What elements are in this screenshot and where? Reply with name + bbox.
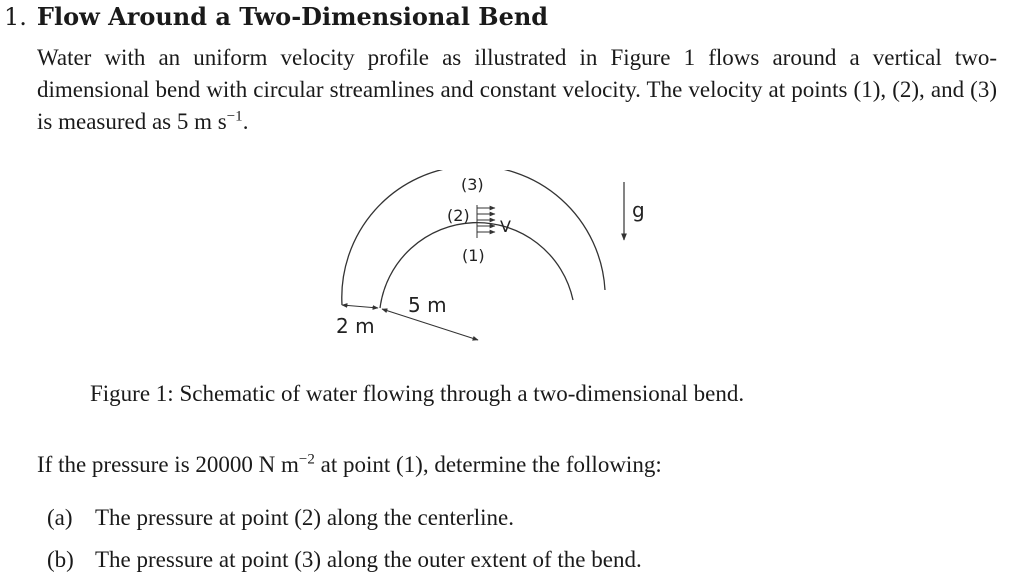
part-text: The pressure at point (2) along the centerline. — [95, 505, 514, 530]
part-a — [47, 505, 514, 531]
gravity-label: g — [632, 198, 645, 222]
velocity-label: V — [500, 217, 511, 236]
part-label: (a) — [47, 505, 73, 530]
part-b — [47, 547, 642, 573]
section-heading — [4, 2, 548, 31]
radius-label: 5 m — [408, 293, 447, 317]
intro-end: . — [242, 109, 249, 134]
point-2-label: (2) — [447, 206, 470, 225]
bend-schematic — [320, 170, 660, 350]
intro-paragraph — [37, 42, 997, 138]
point-1-label: (1) — [462, 246, 485, 265]
part-text: The pressure at point (3) along the outer extent of the bend. — [95, 547, 642, 572]
section-title: Flow Around a Two-Dimensional Bend — [36, 2, 549, 31]
velocity-unit-exponent: −1 — [226, 108, 243, 125]
width-label: 2 m — [336, 314, 375, 338]
point-3-label: (3) — [461, 175, 484, 194]
width-dimension-line — [342, 305, 378, 308]
figure-caption: Figure 1: Schematic of water flowing through a two-dimensional bend. — [90, 381, 745, 406]
question-suffix: at point (1), determine the following: — [314, 452, 662, 477]
question-stem — [37, 452, 662, 478]
part-label: (b) — [47, 547, 74, 572]
section-number: 1. — [4, 3, 27, 31]
intro-text: Water with an uniform velocity profile as illustrated in Figure 1 flows around a vertical two-dimensional bend with circular streamlines and constant velocity. The velocity at points (1), (2), and (3) is measured as 5 m s — [37, 45, 997, 134]
question-prefix: If the pressure is 20000 N m — [37, 452, 299, 477]
pressure-unit-exponent: −2 — [298, 451, 315, 468]
